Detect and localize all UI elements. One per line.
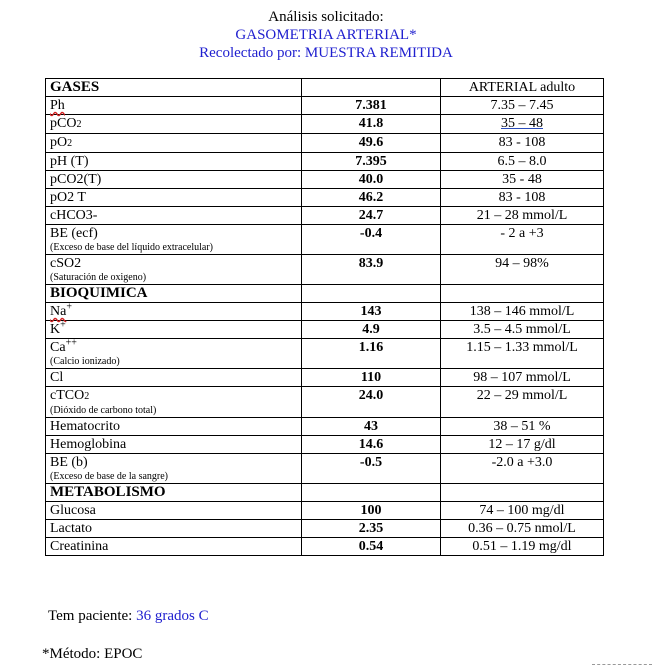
row-value: 40.0	[302, 171, 441, 189]
requested-analysis-label: Análisis solicitado:	[268, 9, 384, 25]
row-value: 7.381	[302, 97, 441, 115]
row-value: 110	[302, 369, 441, 387]
row-range: 1.15 – 1.33 mmol/L	[441, 339, 604, 369]
row-name-subscript: 2	[84, 391, 90, 402]
patient-temperature	[48, 608, 209, 625]
table-row	[46, 520, 604, 538]
row-name: Na	[50, 304, 67, 319]
row-name: Lactato	[46, 520, 302, 538]
row-name: BE (ecf)	[50, 226, 98, 241]
row-name: K	[50, 322, 61, 337]
table-row	[46, 134, 604, 153]
row-value: 43	[302, 418, 441, 436]
row-range: 7.35 – 7.45	[441, 97, 604, 115]
row-name-subscript: 2	[76, 119, 82, 130]
row-value: 4.9	[302, 321, 441, 339]
section-row-bioquimica	[46, 285, 604, 303]
table-row	[46, 387, 604, 418]
table-row	[46, 207, 604, 225]
table-row	[46, 418, 604, 436]
row-range: 6.5 – 8.0	[441, 153, 604, 171]
section-row-metabolismo	[46, 484, 604, 502]
table-row	[46, 538, 604, 556]
row-value: 143	[302, 303, 441, 321]
reference-header: ARTERIAL adulto	[441, 79, 604, 97]
row-name: cHCO3-	[46, 207, 302, 225]
row-name: Ca	[50, 340, 66, 355]
row-name-superscript: ++	[65, 337, 77, 349]
section-row-gases	[46, 79, 604, 97]
table-row	[46, 115, 604, 134]
row-name: Ph	[50, 98, 65, 113]
row-note: (Exceso de base de la sangre)	[50, 471, 168, 482]
row-range: 38 – 51 %	[441, 418, 604, 436]
row-name: Hematocrito	[46, 418, 302, 436]
row-range: 22 – 29 mmol/L	[441, 387, 604, 418]
row-name: pCO2(T)	[46, 171, 302, 189]
table-row	[46, 502, 604, 520]
table-row	[46, 454, 604, 484]
row-name: Hemoglobina	[46, 436, 302, 454]
row-value: 24.0	[302, 387, 441, 418]
row-name: Glucosa	[46, 502, 302, 520]
row-value: -0.4	[302, 225, 441, 255]
row-value: -0.5	[302, 454, 441, 484]
row-value: 46.2	[302, 189, 441, 207]
row-range: 0.51 – 1.19 mg/dl	[441, 538, 604, 556]
row-name: pO	[50, 135, 68, 150]
row-range: - 2 a +3	[441, 225, 604, 255]
row-range: 83 - 108	[441, 189, 604, 207]
collected-by: Recolectado por: MUESTRA REMITIDA	[199, 45, 453, 61]
row-range: 0.36 – 0.75 nmol/L	[441, 520, 604, 538]
section-empty-cell	[441, 285, 604, 303]
row-range: 98 – 107 mmol/L	[441, 369, 604, 387]
row-range: 35 – 48	[501, 116, 543, 131]
row-value: 83.9	[302, 255, 441, 285]
row-range: 3.5 – 4.5 mmol/L	[441, 321, 604, 339]
row-name: Creatinina	[46, 538, 302, 556]
row-value: 41.8	[302, 115, 441, 134]
row-name-superscript: +	[60, 319, 66, 331]
row-range: 83 - 108	[441, 134, 604, 153]
table-row	[46, 436, 604, 454]
row-name: pCO	[50, 116, 77, 131]
row-name: BE (b)	[50, 455, 88, 470]
row-range: 35 - 48	[441, 171, 604, 189]
row-note: (Calcio ionizado)	[50, 356, 120, 367]
table-row	[46, 255, 604, 285]
row-name: pO2 T	[46, 189, 302, 207]
method-note: *Método: EPOC	[42, 646, 143, 662]
row-value: 2.35	[302, 520, 441, 538]
row-range: -2.0 a +3.0	[441, 454, 604, 484]
analysis-title: GASOMETRIA ARTERIAL*	[235, 27, 417, 43]
row-value: 49.6	[302, 134, 441, 153]
row-name-superscript: +	[66, 301, 72, 313]
row-value: 7.395	[302, 153, 441, 171]
table-row	[46, 171, 604, 189]
row-name: pH (T)	[46, 153, 302, 171]
table-row	[46, 189, 604, 207]
row-range: 21 – 28 mmol/L	[441, 207, 604, 225]
section-empty-cell	[302, 79, 441, 97]
row-name-subscript: 2	[67, 138, 73, 149]
patient-temperature-value: 36 grados C	[136, 608, 209, 624]
section-empty-cell	[302, 484, 441, 502]
row-note: (Exceso de base del líquido extracelular)	[50, 242, 213, 253]
table-row	[46, 369, 604, 387]
table-row	[46, 225, 604, 255]
row-name: cTCO	[50, 388, 85, 403]
table-row	[46, 97, 604, 115]
section-title-gases: GASES	[46, 79, 302, 97]
table-row	[46, 321, 604, 339]
row-range: 12 – 17 g/dl	[441, 436, 604, 454]
row-value: 14.6	[302, 436, 441, 454]
results-table	[45, 78, 604, 556]
row-range: 94 – 98%	[441, 255, 604, 285]
table-row	[46, 303, 604, 321]
table-row	[46, 339, 604, 369]
row-note: (Saturación de oxigeno)	[50, 272, 147, 283]
row-name: cSO2	[50, 256, 82, 271]
row-note: (Dióxido de carbono total)	[50, 405, 157, 416]
row-value: 100	[302, 502, 441, 520]
row-value: 1.16	[302, 339, 441, 369]
section-empty-cell	[302, 285, 441, 303]
row-name: Cl	[46, 369, 302, 387]
row-range: 138 – 146 mmol/L	[441, 303, 604, 321]
section-title-bioquimica: BIOQUIMICA	[46, 285, 302, 303]
table-row	[46, 153, 604, 171]
report-header	[0, 8, 652, 62]
patient-temperature-label: Tem paciente:	[48, 608, 133, 624]
row-value: 24.7	[302, 207, 441, 225]
section-empty-cell	[441, 484, 604, 502]
section-title-metabolismo: METABOLISMO	[46, 484, 302, 502]
row-range: 74 – 100 mg/dl	[441, 502, 604, 520]
row-value: 0.54	[302, 538, 441, 556]
